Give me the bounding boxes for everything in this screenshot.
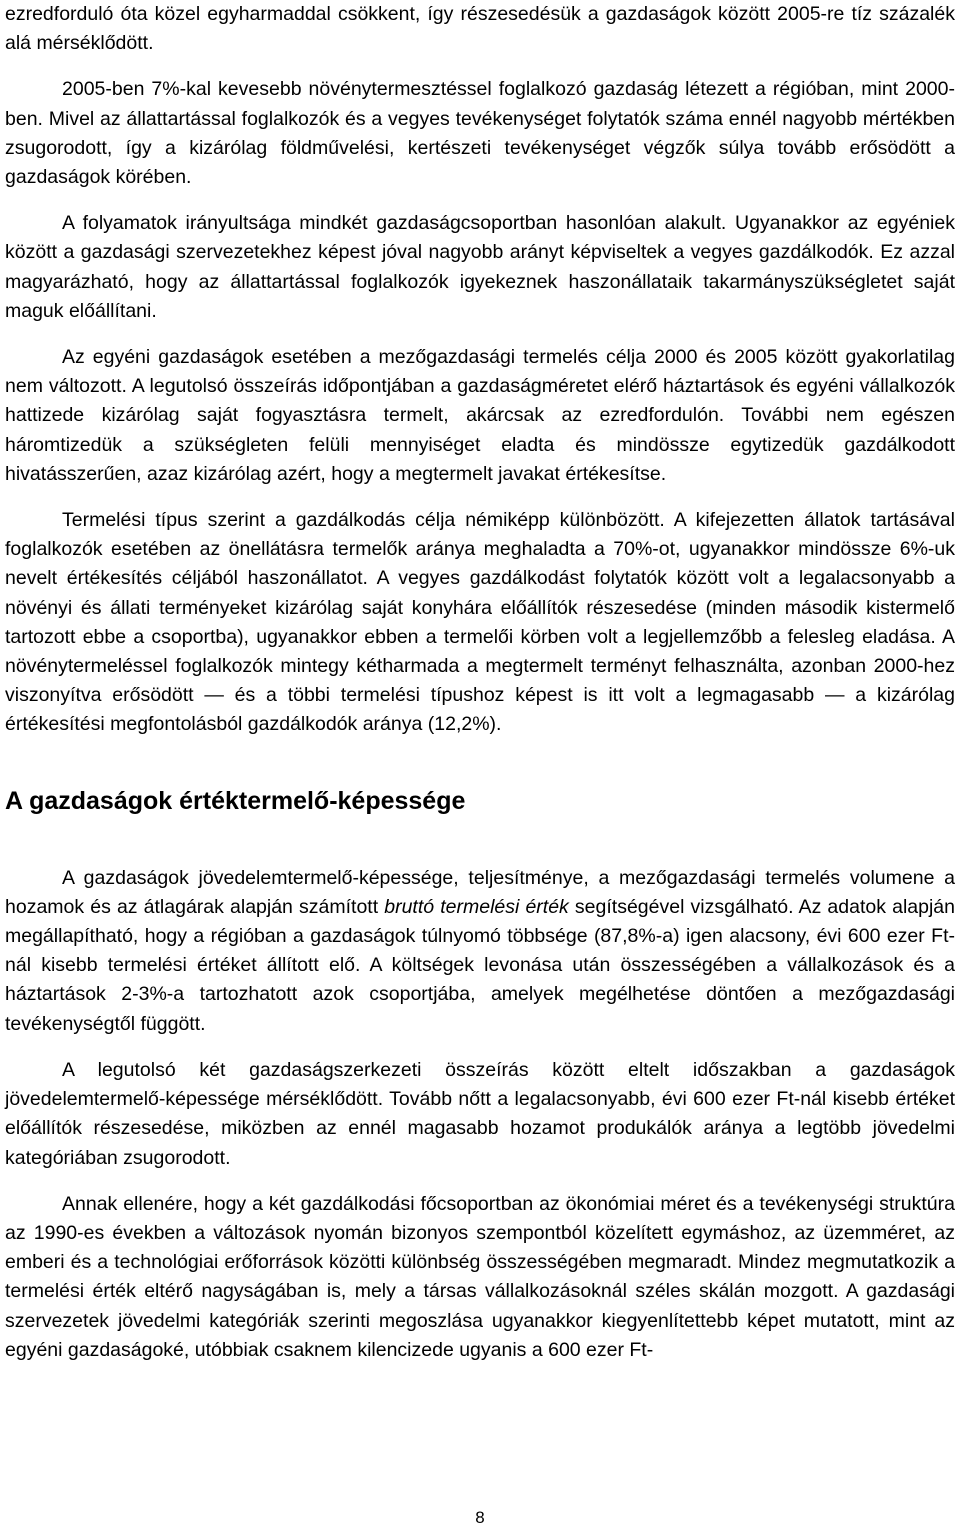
- paragraph-text: segítségével vizsgálható. Az adatok alapján megállapítható, hogy a régióban a gazdaságok túlnyomó többsége (87,8%-a) igen alacsony, évi 600 ezer Ft-nál kisebb termelési értéket állított elő. A költségek levonása után összességében a vállalkozások és a háztartások 2-3%-a tartozhatott azok csoportjába, amelyek megélhetése döntően a mezőgazdasági tevékenységtől függött.: [5, 895, 955, 1035]
- paragraph-economic-size: Annak ellenére, hogy a két gazdálkodási főcsoportban az ökonómiai méret és a tevékenységi struktúra az 1990-es években a változások nyomán bizonyos szempontból közelített egymáshoz, az üzemméret, az emberi és a technológiai erőforrások közötti különbség összességében megmaradt. Mindez megmutatkozik a termelési érték eltérő nagyságában is, mely a társas vállalkozásoknál széles skálán mozgott. A gazdasági szervezetek jövedelmi kategóriák szerinti megoszlása ugyanakkor kiegyenlítettebb képet mutatott, mint az egyéni gazdaságoké, utóbbiak csaknem kilencizede ugyanis a 600 ezer Ft-: [5, 1192, 955, 1361]
- paragraph-text: A gazdaságok jövedelemtermelő-képessége, teljesítménye, a mezőgazdasági termelés volumene a hozamok és az átlagárak alapján számított: [5, 866, 955, 918]
- paragraph-income-capacity: [5, 864, 955, 1039]
- paragraph-gap: [5, 1173, 955, 1190]
- paragraph-gap: [5, 326, 955, 343]
- heading-gap: [5, 816, 955, 864]
- document-page: [5, 0, 955, 1365]
- page-number: 8: [475, 1508, 485, 1527]
- paragraph-continuation: ezredforduló óta közel egyharmaddal csökkent, így részesedésük a gazdaságok között 2005-re tíz százalék alá mérséklődött.: [5, 3, 955, 55]
- italic-term: bruttó termelési érték: [384, 895, 569, 918]
- paragraph-production-type: Termelési típus szerint a gazdálkodás célja némiképp különbözött. A kifejezetten állatok tartásával foglalkozók esetében az önellátásra termelők aránya meghaladta a 70%-ot, ugyanakkor mindössze 6%-uk nevelt értékesítés céljából haszonállatot. A vegyes gazdálkodást folytatók között volt a legalacsonyabb a növényi és állati terményeket kizárólag saját konyhára előállítók részesedése (minden második kistermelő tartozott ebbe a csoportba), ugyanakkor ebben a termelői körben volt a legjellemzőbb a felesleg eladása. A növénytermeléssel foglalkozók mintegy kétharmada a megtermelt terményt felhasználta, azonban 2000-hez viszonyítva erősödött — és a többi termelési típushoz képest is itt volt a legmagasabb — a kizárólag értékesítési megfontolásból gazdálkodók aránya (12,2%).: [5, 509, 955, 736]
- paragraph-gap: [5, 192, 955, 209]
- paragraph-census-period: A legutolsó két gazdaságszerkezeti összeírás között eltelt időszakban a gazdaságok jövedelemtermelő-képessége mérséklődött. Tovább nőtt a legalacsonyabb, évi 600 ezer Ft-nál kisebb értéket előállítók részesedése, miközben az ennél magasabb hozamot produkálók aránya a legtöbb jövedelmi kategóriában zsugorodott.: [5, 1058, 955, 1169]
- section-gap: [5, 740, 955, 786]
- paragraph-gap: [5, 1039, 955, 1056]
- paragraph-crop-production: 2005-ben 7%-kal kevesebb növénytermesztéssel foglalkozó gazdaság létezett a régióban, mint 2000-ben. Mivel az állattartással foglalkozók és a vegyes tevékenységet folytatók száma ennél nagyobb mértékben zsugorodott, így a kizárólag földművelési, kertészeti tevékenységet végzők súlya tovább erősödött a gazdaságok körében.: [5, 78, 955, 189]
- section-heading: A gazdaságok értéktermelő-képessége: [5, 786, 466, 815]
- paragraph-individual-farms: Az egyéni gazdaságok esetében a mezőgazdasági termelés célja 2000 és 2005 között gyakorlatilag nem változott. A legutolsó összeírás időpontjában a gazdaságméretet elérő háztartások és egyéni vállalkozók hattizede kizárólag saját fogyasztásra termelt, akárcsak az ezredfordulón. További nem egészen háromtizedük a szükségleten felüli mennyiséget eladta és mindössze egytizedük gazdálkodott hivatásszerűen, azaz kizárólag azért, hogy a megtermelt javakat értékesítse.: [5, 346, 955, 485]
- paragraph-trend-direction: A folyamatok irányultsága mindkét gazdaságcsoportban hasonlóan alakult. Ugyanakkor az egyéniek között a gazdasági szervezetekhez képest jóval nagyobb arányt képviseltek a vegyes gazdálkodók. Ez azzal magyarázható, hogy az állattartással foglalkozók igyekeznek haszonállataik takarmányszükségletet saját maguk előállítani.: [5, 212, 955, 322]
- paragraph-gap: [5, 489, 955, 506]
- paragraph-gap: [5, 58, 955, 75]
